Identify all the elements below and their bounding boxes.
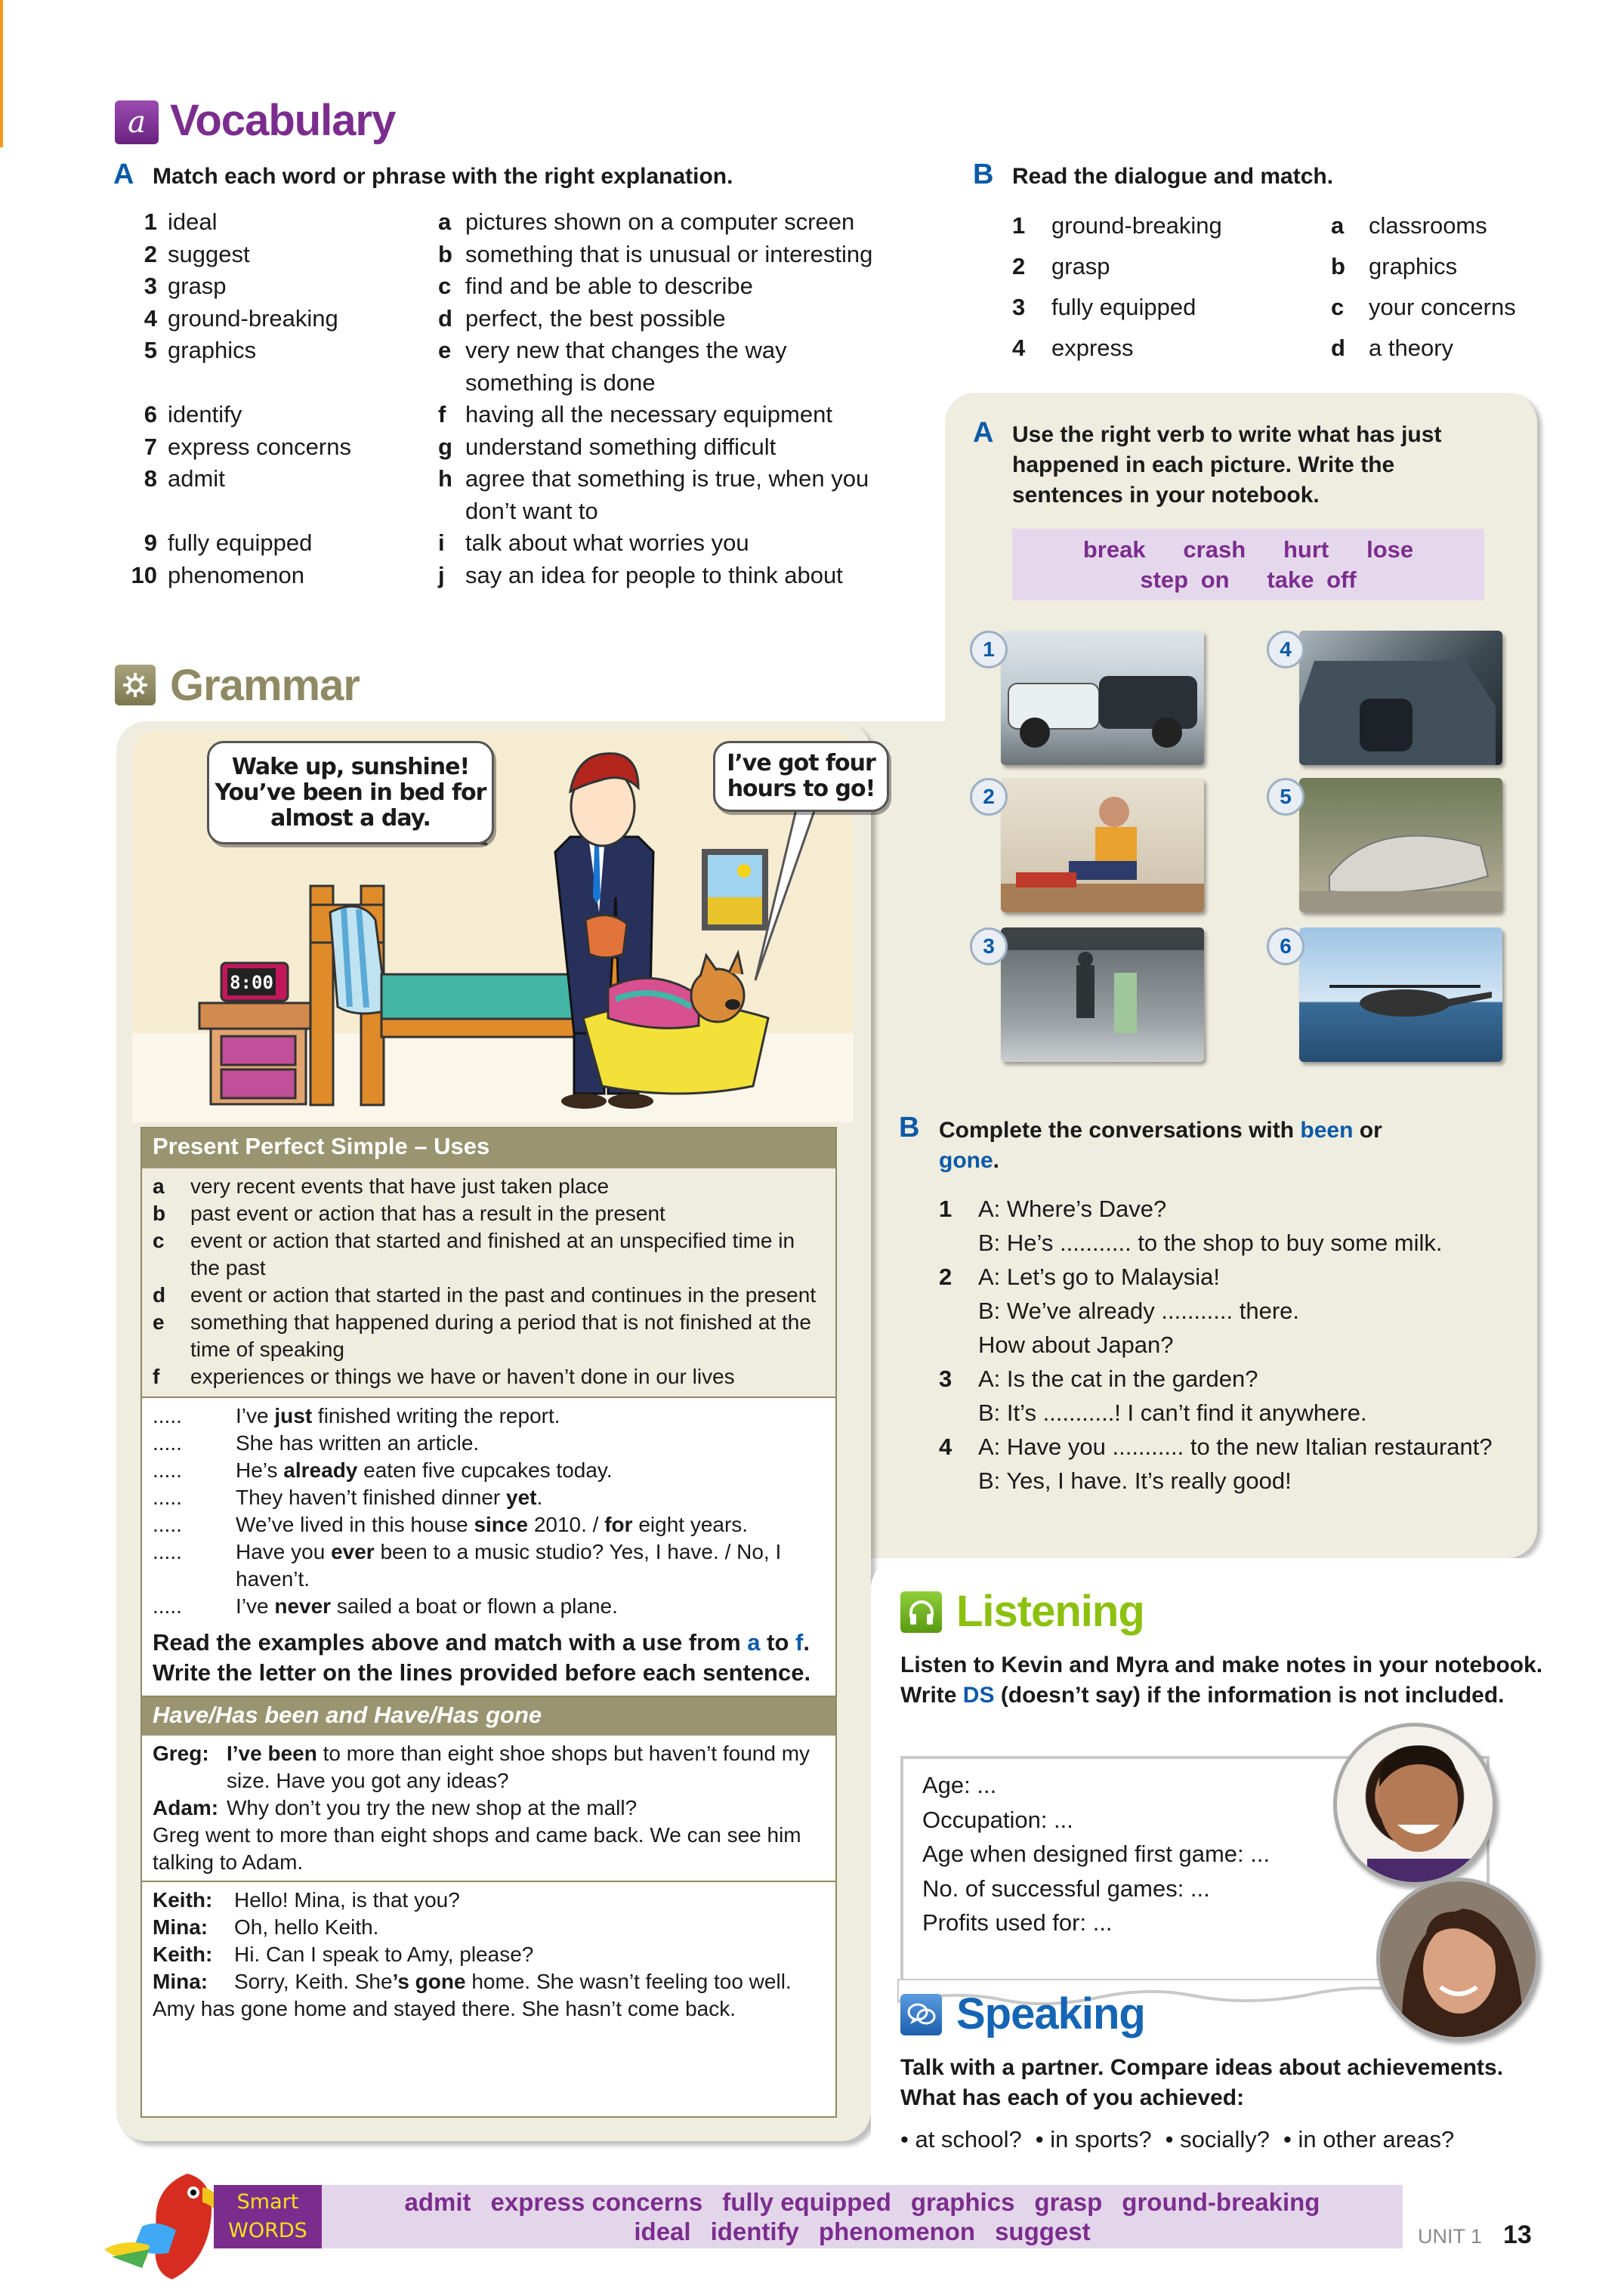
item-number: 3 [1012,294,1026,320]
dialogue-line [153,1740,825,1795]
item-number: 4 [144,304,157,332]
item-letter: d [1331,335,1345,361]
text-segment: They haven’t finished dinner [236,1486,506,1509]
conversation-line: How about Japan? [978,1332,1174,1358]
smart-word: ground-breaking [1122,2188,1320,2216]
listening-title: Listening [956,1587,1144,1636]
example-text [236,1593,618,1620]
item-definition: having all the necessary equipment [465,401,832,427]
dialogue-line [153,1914,825,1941]
text-segment: Oh, hello Keith. [234,1915,379,1939]
conversation-line: B: It’s ...........! I can’t find it anywhere. [978,1400,1367,1426]
example-row [153,1403,825,1430]
text-segment: Have you [236,1540,332,1563]
bullet-icon: • [900,2126,915,2152]
item-definition: your concerns [1369,294,1516,320]
item-number: 2 [1012,253,1026,279]
table-header: Present Perfect Simple – Uses [142,1128,835,1168]
smart-words-line [322,2217,1403,2246]
speaker: Keith: [153,1943,213,1966]
conversation-text [978,1260,1299,1362]
speaking-prompt: socially? [1180,2126,1270,2152]
dialogue-text [227,1795,637,1822]
item-number: 2 [144,240,157,267]
text-segment: never [274,1594,332,1618]
item-number: 1 [939,1196,952,1222]
item-word: grasp [1051,253,1110,279]
answer-blank: ..... [153,1458,182,1482]
item-letter: j [438,561,445,588]
item-definition: perfect, the best possible [465,304,726,332]
item-letter: c [438,273,452,299]
speech-bubbles-icon [900,1994,942,2035]
text-segment: Sorry, Keith. She [234,1970,393,1993]
verb-box [1012,529,1484,600]
text-segment: for [604,1513,633,1536]
item-number: 7 [144,433,157,460]
unit-label: UNIT 1 [1418,2225,1483,2248]
speaker: Mina: [153,1970,208,1993]
task-instruction: Match each word or phrase with the right explanation. [153,164,733,189]
answer-blank: ..... [153,1431,182,1455]
examples-list [142,1398,835,1625]
text-segment: . [536,1486,543,1509]
item-definition: agree that something is true, when you don’t want to [465,465,869,524]
picture-helicopter-take-off [1299,927,1502,1062]
smart-word: phenomenon [818,2217,976,2245]
item-definition: very new that changes the way something is done [465,337,787,396]
example-row [153,1484,825,1511]
text-segment: sailed a boat or flown a plane. [331,1594,618,1618]
example-row [153,1538,825,1593]
use-row [153,1227,825,1282]
grammar-cartoon [132,731,875,1122]
text-segment: gone [939,1148,993,1173]
item-number: 6 [144,401,157,427]
dialogue-been [142,1736,835,1882]
text-segment: a [747,1629,761,1656]
example-row [153,1430,825,1457]
smart-word: admit [404,2188,471,2216]
bullet-icon: • [1035,2126,1051,2152]
item-letter: g [438,433,452,460]
smart-word: express concerns [490,2188,703,2216]
dialogue-text [227,1740,825,1795]
text-segment: Listen to Kevin and Myra and make notes in your notebook. Write [900,1653,1543,1708]
answer-blank: ..... [153,1513,182,1536]
use-text: past event or action that has a result in the present [190,1202,665,1225]
use-row [153,1282,825,1309]
item-word: ideal [168,208,218,235]
text-segment: ’s gone [392,1970,466,1993]
speech-bubble-cat: I’ve got four hours to go! [713,741,889,812]
text-segment: 2010. / [528,1513,605,1536]
parrot-mascot-icon [97,2166,221,2279]
speaking-prompts [900,2124,1468,2156]
dialogue-text [234,1941,533,1968]
grammar-table [140,1127,837,2118]
item-word: express concerns [168,433,351,460]
smart-words-list [322,2185,1403,2248]
dialogue-text [234,1914,378,1941]
item-letter: h [438,465,452,492]
example-row [153,1593,825,1620]
item-definition: a theory [1369,335,1454,361]
conversation-line: A: Let’s go to Malaysia! [978,1264,1220,1290]
item-number: 2 [939,1264,952,1290]
item-letter: a [1331,212,1345,239]
smart-words-label-line: Smart [236,2190,299,2214]
text-segment: f [795,1629,804,1656]
task-instruction [939,1116,1437,1176]
picture-number-badge: 4 [1267,631,1304,668]
picture-shoe-stepping [1299,778,1502,912]
item-letter: b [438,240,452,267]
task-instruction: Read the dialogue and match. [1012,164,1334,189]
text-segment: home. She wasn’t feeling too well. [465,1970,792,1993]
text-segment: She has written an article. [236,1431,480,1455]
example-row [153,1457,825,1484]
conversation-item [939,1430,1513,1498]
text-segment: Hello! Mina, is that you? [234,1888,460,1912]
smart-word: fully equipped [722,2188,891,2216]
speaker: Keith: [153,1888,213,1912]
page-edge-marker [0,0,3,147]
text-segment: been to a music studio? Yes, I have. / No, I haven’t. [236,1540,782,1591]
conversation-line: B: He’s ........... to the shop to buy some milk. [978,1230,1443,1256]
bullet-icon: • [1283,2126,1298,2152]
use-row [153,1309,825,1363]
conversation-list [939,1192,1513,1498]
conversation-item [939,1192,1513,1260]
conversation-item [939,1260,1513,1362]
portrait-myra [1376,1878,1539,2041]
verb-list-line: step on take off [1140,566,1357,593]
vocabulary-title: Vocabulary [170,96,396,145]
text-segment: or [1353,1118,1382,1143]
text-segment: We’ve lived in this house [236,1513,474,1536]
smart-word: identify [710,2217,799,2245]
dialogue-line [153,1795,825,1822]
use-row [153,1200,825,1227]
conversation-text [978,1430,1513,1498]
smart-word: graphics [910,2188,1015,2216]
item-definition: graphics [1369,253,1458,279]
text-segment: Hi. Can I speak to Amy, please? [234,1943,534,1966]
picture-number-badge: 3 [970,927,1008,965]
answer-blank: ..... [153,1404,182,1427]
letter-a-icon: a [115,100,159,144]
use-text: very recent events that have just taken place [190,1174,610,1198]
dialogue-text [234,1887,460,1914]
item-definition: find and be able to describe [465,273,753,299]
item-number: 3 [939,1366,952,1392]
dialogue-match-list [1012,205,1565,369]
example-text [236,1457,613,1484]
item-word: grasp [168,273,227,299]
item-definition: understand something difficult [465,433,776,460]
item-letter: i [438,529,445,556]
note-line: Age: ... [922,1772,997,1798]
note-line: Age when designed first game: ... [922,1841,1270,1867]
text-segment: He’s [236,1458,284,1482]
answer-blank: ..... [153,1540,182,1563]
item-definition: talk about what worries you [465,529,749,556]
item-letter: e [438,337,452,363]
task-instruction: Use the right verb to write what has just happened in each picture. Write the sentences in your notebook. [1012,422,1442,508]
dialogue-line [153,1887,825,1914]
text-segment: ever [331,1540,375,1563]
item-definition: say an idea for people to think about [465,561,843,588]
portrait-kevin [1333,1723,1496,1886]
text-segment: just [274,1404,313,1427]
smart-words-label [214,2185,322,2248]
dialogue-line [153,1941,825,1968]
table-subheader: Have/Has been and Have/Has gone [142,1696,835,1736]
note-line: Occupation: ... [922,1806,1073,1833]
text-segment: since [474,1513,529,1536]
grammar-title: Grammar [170,661,360,710]
page-number: 13 [1503,2220,1532,2249]
dialogue-explanation: Greg went to more than eight shops and came back. We can see him talking to Adam. [153,1823,801,1874]
text-segment: Why don’t you try the new shop at the mall? [227,1796,638,1819]
dialogue-explanation: Amy has gone home and stayed there. She hasn’t come back. [153,1997,736,2020]
text-segment: (doesn’t say) if the information is not included. [994,1683,1505,1708]
speaking-instruction: Talk with a partner. Compare ideas about achievements. What has each of you achieved: [900,2055,1504,2110]
speaking-prompt: at school? [915,2126,1022,2152]
use-text: event or action that started in the past and continues in the present [190,1283,817,1307]
dialogue-line [153,1968,825,1995]
example-text [236,1430,479,1457]
verb-list-line: break crash hurt lose [1082,536,1414,563]
use-letter: f [153,1365,160,1388]
text-segment: . Write the letter on the lines provided before each sentence. [153,1629,811,1686]
item-number: 3 [144,273,157,299]
text-segment: yet [506,1486,537,1509]
use-row [153,1363,825,1390]
headphones-icon [900,1591,942,1633]
text-segment: finished writing the report. [312,1404,560,1427]
use-letter: c [153,1229,165,1252]
use-text: something that happened during a period that is not finished at the time of speaking [190,1310,811,1361]
smart-word: suggest [995,2217,1091,2245]
text-segment: I’ve [236,1404,275,1427]
use-row [153,1173,825,1200]
text-segment: . [993,1148,1000,1173]
vocabulary-match-list [130,206,888,591]
item-letter: d [438,304,452,332]
item-letter: b [1331,253,1345,279]
conversation-line: A: Have you ........... to the new Italian restaurant? B: Yes, I have. It’s really good! [978,1433,1493,1494]
text-segment: eight years. [632,1513,749,1536]
bullet-icon: • [1165,2126,1181,2152]
example-text [236,1511,748,1538]
item-word: ground-breaking [1051,212,1222,239]
item-letter: f [438,401,446,427]
task-letter: B [973,159,994,190]
speaking-prompt: in sports? [1050,2126,1152,2152]
item-word: admit [168,465,225,492]
text-segment: to [760,1629,796,1656]
item-word: ground-breaking [168,304,338,332]
item-letter: a [438,208,452,235]
item-number: 10 [131,561,157,588]
example-text [236,1484,542,1511]
answer-blank: ..... [153,1594,182,1618]
use-letter: b [153,1202,166,1225]
smart-words-line [322,2187,1403,2217]
picture-car-crash [1001,631,1204,765]
speaking-title: Speaking [956,1989,1145,2038]
use-letter: e [153,1310,165,1334]
speech-bubble-man: Wake up, sunshine! You’ve been in bed for almost a day. [207,741,494,844]
picture-frame [702,849,768,930]
task-letter: A [113,159,134,190]
item-word: fully equipped [1051,294,1196,320]
conversation-line: A: Where’s Dave? [978,1196,1167,1222]
task-letter: A [973,417,994,449]
text-segment: I’ve [236,1594,275,1618]
nightstand [199,1003,317,1104]
grammar-instruction [142,1625,835,1696]
clock-time: 8:00 [230,972,273,993]
smart-word: ideal [634,2217,691,2245]
answer-blank: ..... [153,1486,182,1509]
text-segment: I’ve been [227,1742,317,1765]
item-number: 1 [1012,212,1026,239]
item-word: fully equipped [168,529,313,556]
text-segment: Complete the conversations with [939,1118,1301,1143]
speaker: Greg: [153,1742,209,1765]
text-segment: DS [962,1683,995,1708]
listening-instruction [900,1650,1550,1711]
item-definition: classrooms [1369,212,1487,239]
example-text [236,1403,560,1430]
use-text: experiences or things we have or haven’t done in our lives [190,1365,735,1388]
conversation-line: B: We’ve already ........... there. [978,1298,1299,1324]
item-number: 4 [1012,335,1026,361]
use-letter: a [153,1174,165,1198]
picture-number-badge: 5 [1267,778,1304,816]
task-letter: B [899,1112,920,1143]
picture-car-interior [1299,631,1502,765]
text-segment: already [283,1458,358,1482]
uses-list [142,1168,835,1398]
dialogue-text [234,1968,792,1995]
item-number: 9 [144,529,157,556]
picture-injured-worker [1001,778,1204,912]
example-row [153,1511,825,1538]
picture-number-badge: 2 [970,778,1008,816]
text-segment: to more than eight shoe shops but haven’t found my size. Have you got any ideas? [227,1742,810,1792]
item-number: 4 [939,1433,952,1460]
item-word: identify [168,401,242,427]
conversation-item [939,1362,1513,1430]
gear-icon [115,665,156,705]
smart-word: grasp [1034,2188,1103,2216]
note-line: Profits used for: ... [922,1909,1113,1936]
conversation-text [978,1362,1367,1430]
item-word: express [1051,335,1134,361]
alarm-clock [221,963,288,1001]
dialogue-gone [142,1882,835,2027]
item-definition: pictures shown on a computer screen [465,208,855,235]
text-segment: Read the examples above and match with a use from [153,1629,748,1656]
speaker: Mina: [153,1915,208,1939]
text-segment: been [1300,1118,1354,1143]
smart-words-label-line: WORDS [228,2219,307,2242]
speaker: Adam: [153,1796,219,1819]
speaking-prompt: in other areas? [1298,2126,1455,2152]
item-word: phenomenon [168,561,304,588]
conversation-line: A: Is the cat in the garden? [978,1366,1258,1392]
use-letter: d [153,1283,166,1307]
item-letter: c [1331,294,1345,320]
item-number: 8 [144,465,157,492]
item-word: suggest [168,240,250,267]
text-segment: eaten five cupcakes today. [357,1458,613,1482]
note-line: No. of successful games: ... [922,1875,1210,1902]
picture-car-park [1001,927,1204,1062]
item-definition: something that is unusual or interesting [465,240,873,267]
picture-number-badge: 1 [970,631,1008,668]
picture-number-badge: 6 [1267,927,1304,965]
item-word: graphics [168,337,257,363]
item-number: 5 [144,337,157,363]
conversation-text [978,1192,1443,1260]
use-text: event or action that started and finished at an unspecified time in the past [190,1229,795,1279]
item-number: 1 [144,208,157,235]
example-text [236,1538,825,1593]
